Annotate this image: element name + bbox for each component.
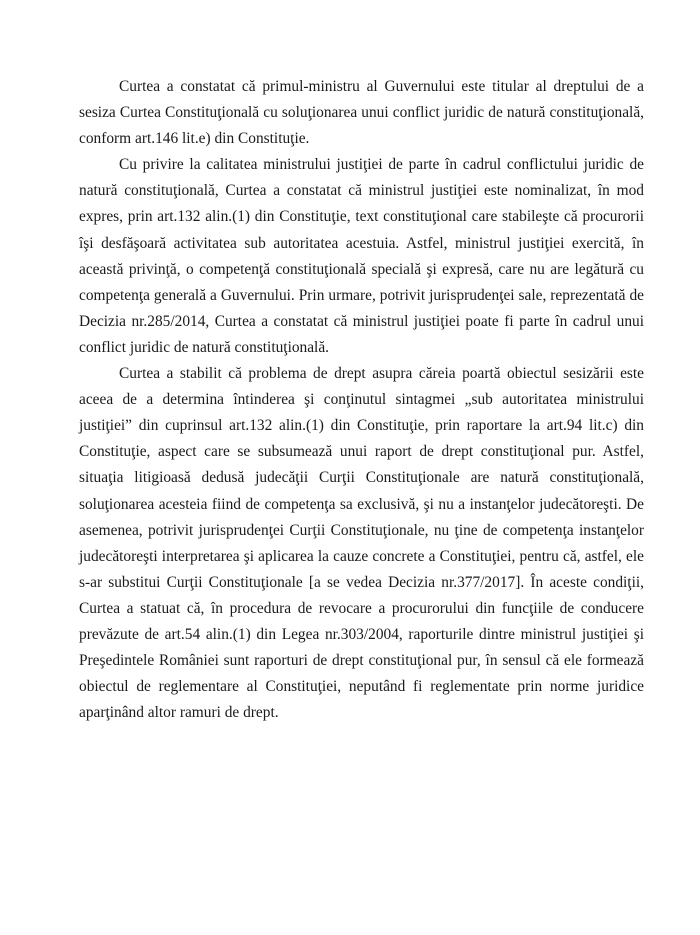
paragraph-legal-issue: Curtea a stabilit că problema de drept asupra căreia poartă obiectul sesizării este aceea de a determina întinderea şi conţinutul sintagmei „sub autoritatea ministrului justiţiei” din cuprinsul art.132 alin.(1) din Constituţie, prin raportare la art.94 lit.c) din Constituţie, aspect care se subsumează unui raport de drept constituţional pur. Astfel, situaţia litigioasă dedusă judecăţii Curţii Constituţionale are natură constituţională, soluţionarea acesteia fiind de competenţa sa exclusivă, şi nu a instanţelor judecătoreşti. De asemenea, potrivit jurisprudenţei Curţii Constituţionale, nu ţine de competenţa instanţelor judecătoreşti interpretarea şi aplicarea la cauze concrete a Constituţiei, pentru că, astfel, ele s-ar substitui Curţii Constituţionale [a se vedea Decizia nr.377/2017]. În aceste condiţii, Curtea a statuat că, în procedura de revocare a procurorului din funcţiile de conducere prevăzute de art.54 alin.(1) din Legea nr.303/2004, raporturile dintre ministrul justiţiei şi Preşedintele României sunt raporturi de drept constituţional pur, în sensul că ele formează obiectul de reglementare al Constituţiei, neputând fi reglementate prin norme juridice aparţinând altor ramuri de drept. [79,365,644,722]
document-body [79,74,644,726]
paragraph-petitioner-standing: Curtea a constatat că primul-ministru al Guvernului este titular al dreptului de a sesiza Curtea Constituţională cu soluţionarea unui conflict juridic de natură constituţională, conform art.146 lit.e) din Constituţie. [79,78,644,148]
paragraph-minister-of-justice: Cu privire la calitatea ministrului justiţiei de parte în cadrul conflictului juridic de natură constituţională, Curtea a constatat că ministrul justiţiei este nominalizat, în mod expres, prin art.132 alin.(1) din Constituţie, text constituţional care stabileşte că procurorii îşi desfăşoară activitatea sub autoritatea acestuia. Astfel, ministrul justiţiei exercită, în această privinţă, o competenţă constituţională specială şi expresă, care nu are legătură cu competenţa generală a Guvernului. Prin urmare, potrivit jurisprudenţei sale, reprezentată de Decizia nr.285/2014, Curtea a constatat că ministrul justiţiei poate fi parte în cadrul unui conflict juridic de natură constituţională. [79,156,644,356]
